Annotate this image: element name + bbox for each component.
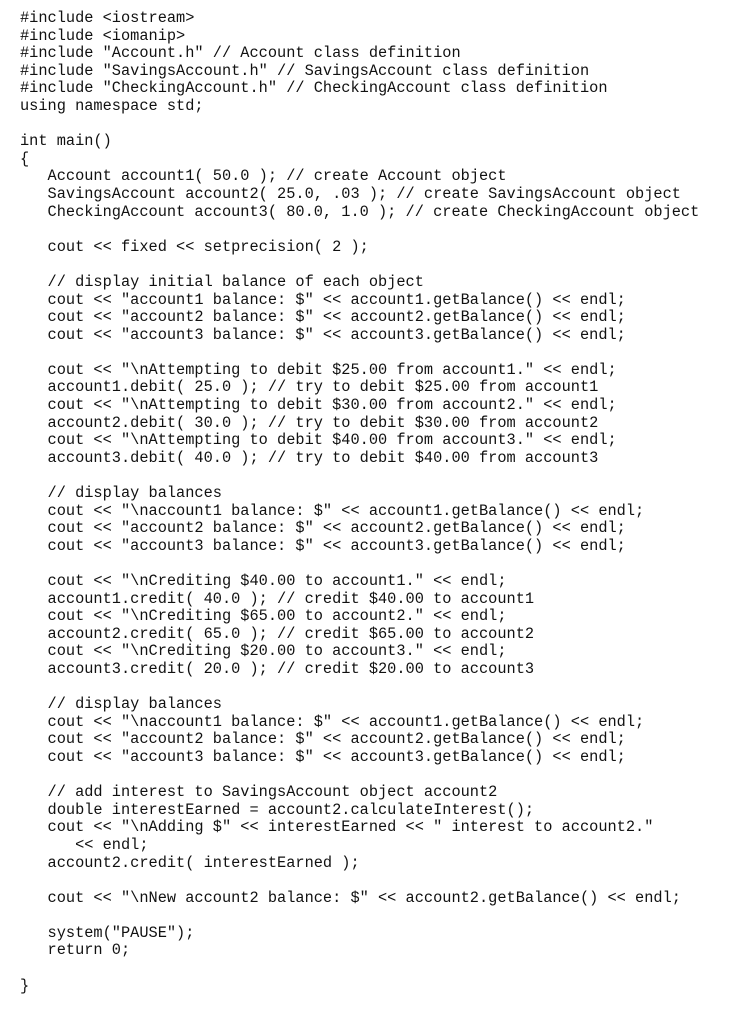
code-line: #include "SavingsAccount.h" // SavingsAccount class definition: [20, 61, 590, 80]
code-line: using namespace std;: [20, 96, 204, 115]
code-line: SavingsAccount account2( 25.0, .03 ); // create SavingsAccount object: [20, 184, 681, 203]
code-listing: [20, 10, 725, 995]
code-line: [20, 767, 725, 785]
code-line: << endl;: [20, 835, 149, 854]
code-line: int main(): [20, 132, 112, 151]
code-line: cout << "account3 balance: $" << account3.getBalance() << endl;: [20, 747, 626, 766]
code-line: cout << "\nAdding $" << interestEarned << " interest to account2.": [20, 818, 654, 837]
code-line: cout << "\naccount1 balance: $" << account1.getBalance() << endl;: [20, 501, 645, 520]
code-line: account2.credit( interestEarned );: [20, 853, 360, 872]
code-line: cout << "account3 balance: $" << account3.getBalance() << endl;: [20, 325, 626, 344]
code-line: cout << "\nNew account2 balance: $" << account2.getBalance() << endl;: [20, 888, 681, 907]
code-line: [20, 679, 725, 697]
code-line: [20, 344, 725, 362]
code-line: cout << "account2 balance: $" << account2.getBalance() << endl;: [20, 308, 626, 327]
code-line: cout << "account2 balance: $" << account2.getBalance() << endl;: [20, 519, 626, 538]
code-line: return 0;: [20, 941, 131, 960]
code-line: // display initial balance of each object: [20, 272, 424, 291]
code-line: #include "CheckingAccount.h" // CheckingAccount class definition: [20, 79, 608, 98]
code-line: cout << fixed << setprecision( 2 );: [20, 237, 369, 256]
code-line: [20, 221, 725, 239]
code-line: account2.debit( 30.0 ); // try to debit $30.00 from account2: [20, 413, 599, 432]
code-line: {: [20, 149, 30, 168]
code-line: // display balances: [20, 484, 222, 503]
code-line: cout << "\nCrediting $65.00 to account2." << endl;: [20, 607, 507, 626]
code-line: account1.credit( 40.0 ); // credit $40.00 to account1: [20, 589, 535, 608]
code-line: #include <iomanip>: [20, 26, 186, 45]
code-line: }: [20, 976, 30, 995]
code-line: cout << "\nCrediting $20.00 to account3." << endl;: [20, 642, 507, 661]
code-line: cout << "\nAttempting to debit $40.00 from account3." << endl;: [20, 431, 617, 450]
code-line: // add interest to SavingsAccount object account2: [20, 783, 498, 802]
code-line: cout << "account1 balance: $" << account1.getBalance() << endl;: [20, 290, 626, 309]
code-line: [20, 467, 725, 485]
code-line: cout << "account2 balance: $" << account2.getBalance() << endl;: [20, 730, 626, 749]
code-line: CheckingAccount account3( 80.0, 1.0 ); // create CheckingAccount object: [20, 202, 700, 221]
code-line: [20, 256, 725, 274]
code-line: cout << "\naccount1 balance: $" << account1.getBalance() << endl;: [20, 712, 645, 731]
code-line: // display balances: [20, 695, 222, 714]
code-line: cout << "\nCrediting $40.00 to account1." << endl;: [20, 572, 507, 590]
code-line: account3.debit( 40.0 ); // try to debit $40.00 from account3: [20, 448, 599, 467]
code-line: double interestEarned = account2.calculateInterest();: [20, 800, 535, 819]
code-line: account2.credit( 65.0 ); // credit $65.00 to account2: [20, 624, 535, 643]
code-line: account3.credit( 20.0 ); // credit $20.00 to account3: [20, 659, 535, 678]
code-line: [20, 872, 725, 890]
code-line: #include <iostream>: [20, 9, 195, 27]
code-line: Account account1( 50.0 ); // create Account object: [20, 167, 507, 186]
code-line: cout << "account3 balance: $" << account3.getBalance() << endl;: [20, 536, 626, 555]
code-line: system("PAUSE");: [20, 923, 195, 942]
code-line: cout << "\nAttempting to debit $25.00 from account1." << endl;: [20, 360, 617, 379]
code-line: account1.debit( 25.0 ); // try to debit $25.00 from account1: [20, 378, 599, 397]
code-line: [20, 907, 725, 925]
code-line: [20, 555, 725, 573]
code-line: #include "Account.h" // Account class definition: [20, 44, 461, 63]
code-line: [20, 116, 725, 134]
code-line: cout << "\nAttempting to debit $30.00 from account2." << endl;: [20, 396, 617, 415]
code-line: [20, 960, 725, 978]
